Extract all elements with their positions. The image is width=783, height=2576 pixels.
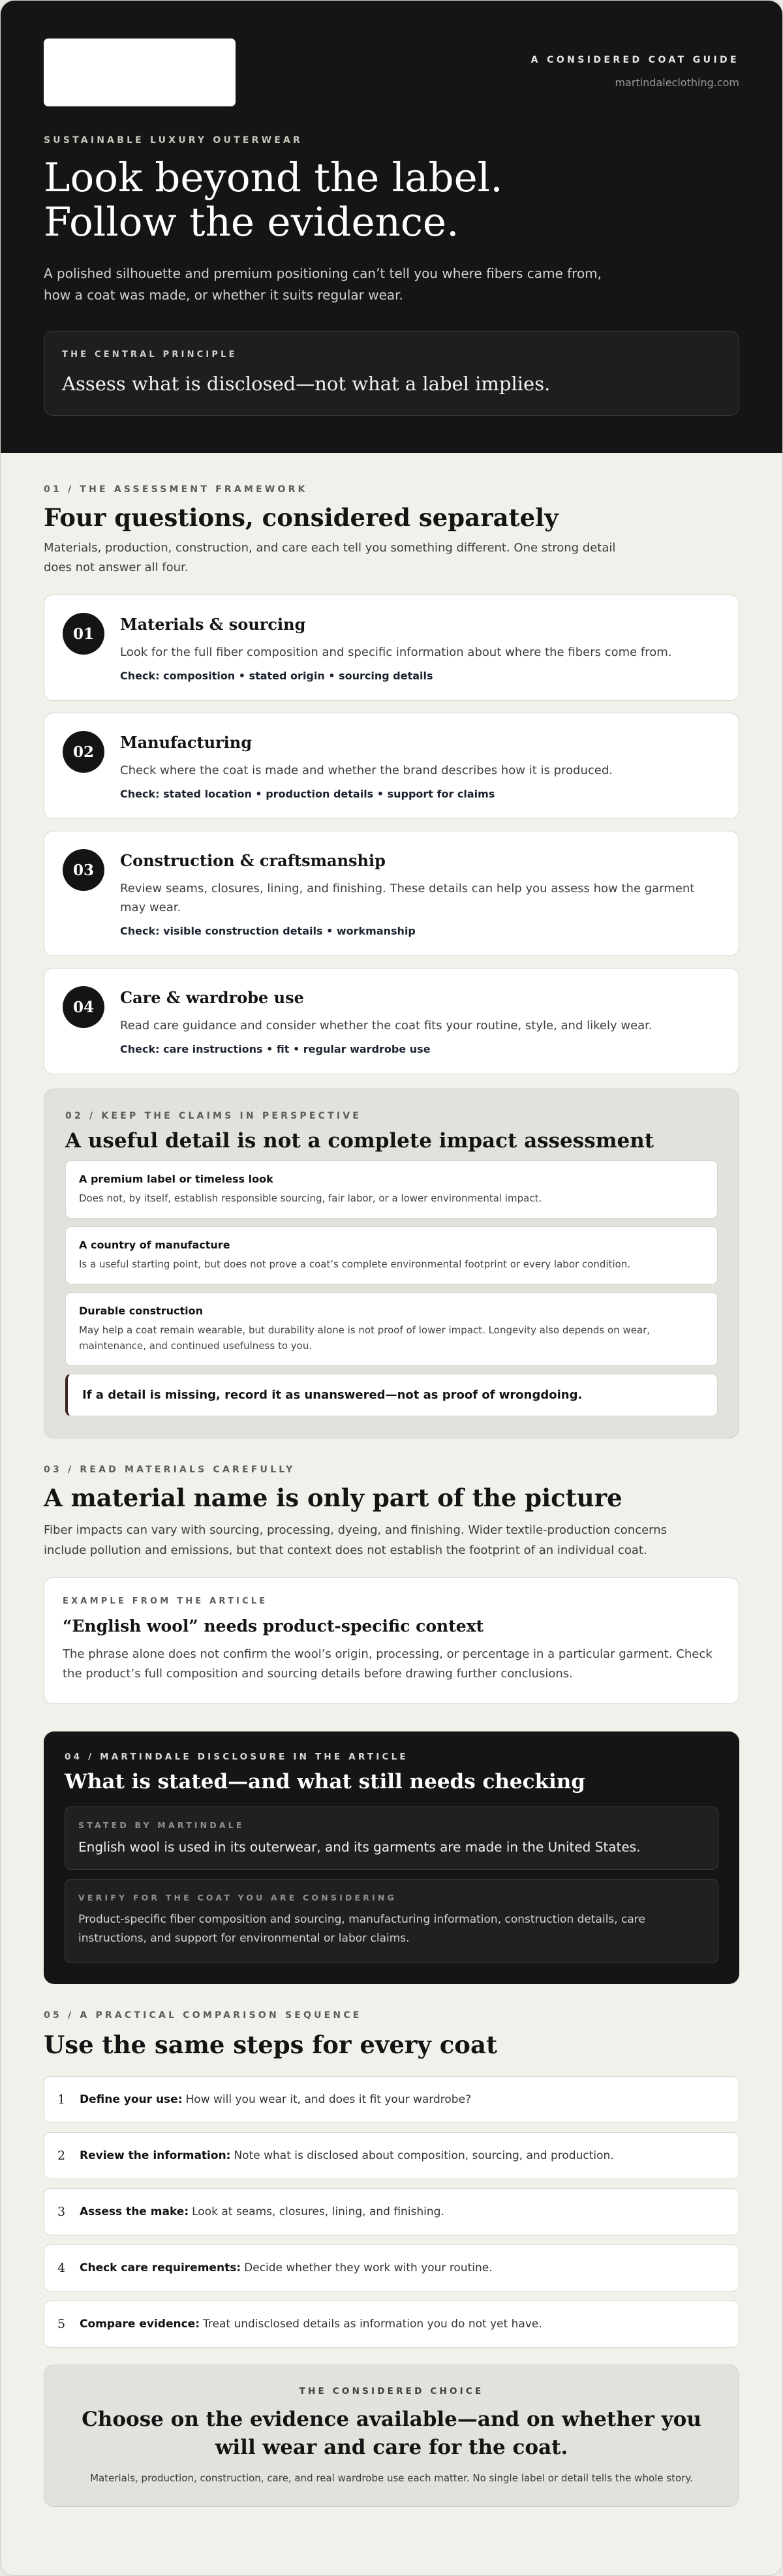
claim-description: Does not, by itself, establish responsible sourcing, fair labor, or a lower environmental impact. [79,1192,542,1204]
stated-panel [65,1807,718,1870]
title-line-2: will wear and care for the coat. [215,2436,568,2459]
section-intro: Materials, production, construction, and care each tell you something different. One strong detail does not answer all four. [44,541,616,574]
section-title: A material name is only part of the picture [44,1483,622,1512]
claim-item [65,1292,718,1366]
main-content [1,453,782,2507]
panel-label: STATED BY MARTINDALE [78,1820,245,1830]
materials-section [44,1438,739,1704]
step-title: Define your use: [80,2093,183,2106]
step-text: Decide whether they work with your routine. [244,2261,493,2274]
section-title: A useful detail is not a complete impact assessment [65,1129,654,1153]
number-badge: 04 [63,986,104,1028]
section-kicker: THE CONSIDERED CHOICE [299,2386,484,2397]
question-card-materials [44,595,739,701]
claim-item [65,1160,718,1218]
list-item [44,2188,739,2235]
claim-description: May help a coat remain wearable, but durability alone is not proof of lower impact. Longevity also depends on wear, maintenance, and continued usefulness to you. [79,1324,651,1352]
disclosure-section [44,1731,739,1984]
step-number: 3 [57,2205,66,2219]
panel-label: VERIFY FOR THE COAT YOU ARE CONSIDERING [78,1893,397,1902]
step-number: 2 [57,2149,66,2163]
number-badge: 02 [63,731,104,773]
step-number: 5 [57,2317,66,2331]
card-title: Materials & sourcing [120,615,306,634]
number-badge: 03 [63,849,104,891]
step-title: Compare evidence: [80,2318,200,2331]
card-description: Look for the full fiber composition and specific information about where the fibers come from. [120,645,672,659]
closing-text: Materials, production, construction, care, and real wardrobe use each matter. No single label or detail tells the whole story. [90,2472,693,2484]
card-checklist: Check: stated location • production details • support for claims [120,788,495,800]
claim-title: A country of manufacture [79,1239,230,1251]
considered-choice-section [44,2365,739,2507]
list-item [44,2244,739,2291]
list-item [44,2076,739,2123]
comparison-sequence-section [44,1984,739,2348]
card-checklist: Check: care instructions • fit • regular wardrobe use [120,1043,431,1055]
panel-text: English wool is used in its outerwear, and its garments are made in the United States. [78,1839,641,1855]
step-text: How will you wear it, and does it fit your wardrobe? [185,2093,472,2106]
claim-description: Is a useful starting point, but does not prove a coat’s complete environmental footprint or every labor condition. [79,1258,631,1270]
step-number: 1 [57,2092,66,2107]
hero-eyebrow: SUSTAINABLE LUXURY OUTERWEAR [44,135,303,146]
brand-logo[interactable] [44,39,236,106]
page-title [44,156,739,245]
card-title: Construction & craftsmanship [120,851,386,870]
claim-item [65,1226,718,1284]
section-kicker: 01 / THE ASSESSMENT FRAMEWORK [44,484,308,495]
claim-title: A premium label or timeless look [79,1173,273,1185]
step-number: 4 [57,2261,66,2275]
example-description: The phrase alone does not confirm the wool’s origin, processing, or percentage in a particular garment. Check the product’s full composition and sourcing details before drawing further conclusions. [63,1647,713,1681]
question-card-care [44,968,739,1074]
section-title: Use the same steps for every coat [44,2030,498,2059]
number-badge: 01 [63,613,104,655]
example-card [44,1577,739,1704]
card-checklist: Check: composition • stated origin • sourcing details [120,670,433,682]
hero-meta [531,55,739,89]
site-link[interactable]: martindaleclothing.com [615,76,739,89]
missing-detail-callout: If a detail is missing, record it as unanswered—not as proof of wrongdoing. [65,1374,718,1416]
step-title: Check care requirements: [80,2261,241,2274]
hero [1,1,782,453]
step-text: Note what is disclosed about composition, sourcing, and production. [234,2149,614,2162]
section-title: Four questions, considered separately [44,503,559,532]
central-principle-box [44,331,739,416]
card-description: Read care guidance and consider whether the coat fits your routine, style, and likely wear. [120,1019,652,1032]
principle-statement: Assess what is disclosed—not what a label implies. [62,373,551,395]
section-kicker: 04 / MARTINDALE DISCLOSURE IN THE ARTICLE [65,1752,408,1762]
question-cards [44,595,739,1074]
example-label: EXAMPLE FROM THE ARTICLE [63,1596,268,1606]
section-title [64,2406,719,2462]
list-item [44,2301,739,2348]
section-title: What is stated—and what still needs checking [65,1770,585,1793]
step-title: Assess the make: [80,2205,189,2218]
guide-label: A CONSIDERED COAT GUIDE [530,55,739,65]
step-title: Review the information: [80,2149,231,2162]
headline-line-2: Follow the evidence. [44,199,459,245]
question-card-construction [44,831,739,956]
panel-text: Product-specific fiber composition and sourcing, manufacturing information, construction details, care instructions, and support for environmental or labor claims. [78,1913,645,1945]
card-description: Check where the coat is made and whether the brand describes how it is produced. [120,764,613,777]
assessment-framework-section [44,453,739,1074]
section-kicker: 05 / A PRACTICAL COMPARISON SEQUENCE [44,2010,362,2021]
section-kicker: 02 / KEEP THE CLAIMS IN PERSPECTIVE [65,1111,362,1121]
card-description: Review seams, closures, lining, and finishing. These details can help you assess how the garment may wear. [120,882,695,914]
headline-line-1: Look beyond the label. [44,155,503,201]
title-line-1: Choose on the evidence available—and on whether you [82,2408,701,2431]
question-card-manufacturing [44,713,739,819]
hero-lede: A polished silhouette and premium positioning can’t tell you where fibers came from, how a coat was made, or whether it suits regular wear. [44,266,602,303]
step-text: Treat undisclosed details as information you do not yet have. [203,2318,542,2331]
principle-label: THE CENTRAL PRINCIPLE [62,350,238,360]
card-title: Manufacturing [120,733,253,752]
verify-panel [65,1879,718,1963]
example-title: “English wool” needs product-specific context [63,1617,484,1636]
claims-perspective-section [44,1089,739,1438]
step-text: Look at seams, closures, lining, and finishing. [192,2205,444,2218]
steps-list [44,2076,739,2348]
section-intro: Fiber impacts can vary with sourcing, processing, dyeing, and finishing. Wider textile-production concerns include pollution and emissions, but that context does not establish the footprint of an individual coat. [44,1523,668,1557]
card-title: Care & wardrobe use [120,988,304,1007]
card-checklist: Check: visible construction details • workmanship [120,925,416,937]
list-item [44,2132,739,2179]
section-kicker: 03 / READ MATERIALS CAREFULLY [44,1465,296,1475]
claim-title: Durable construction [79,1305,204,1317]
